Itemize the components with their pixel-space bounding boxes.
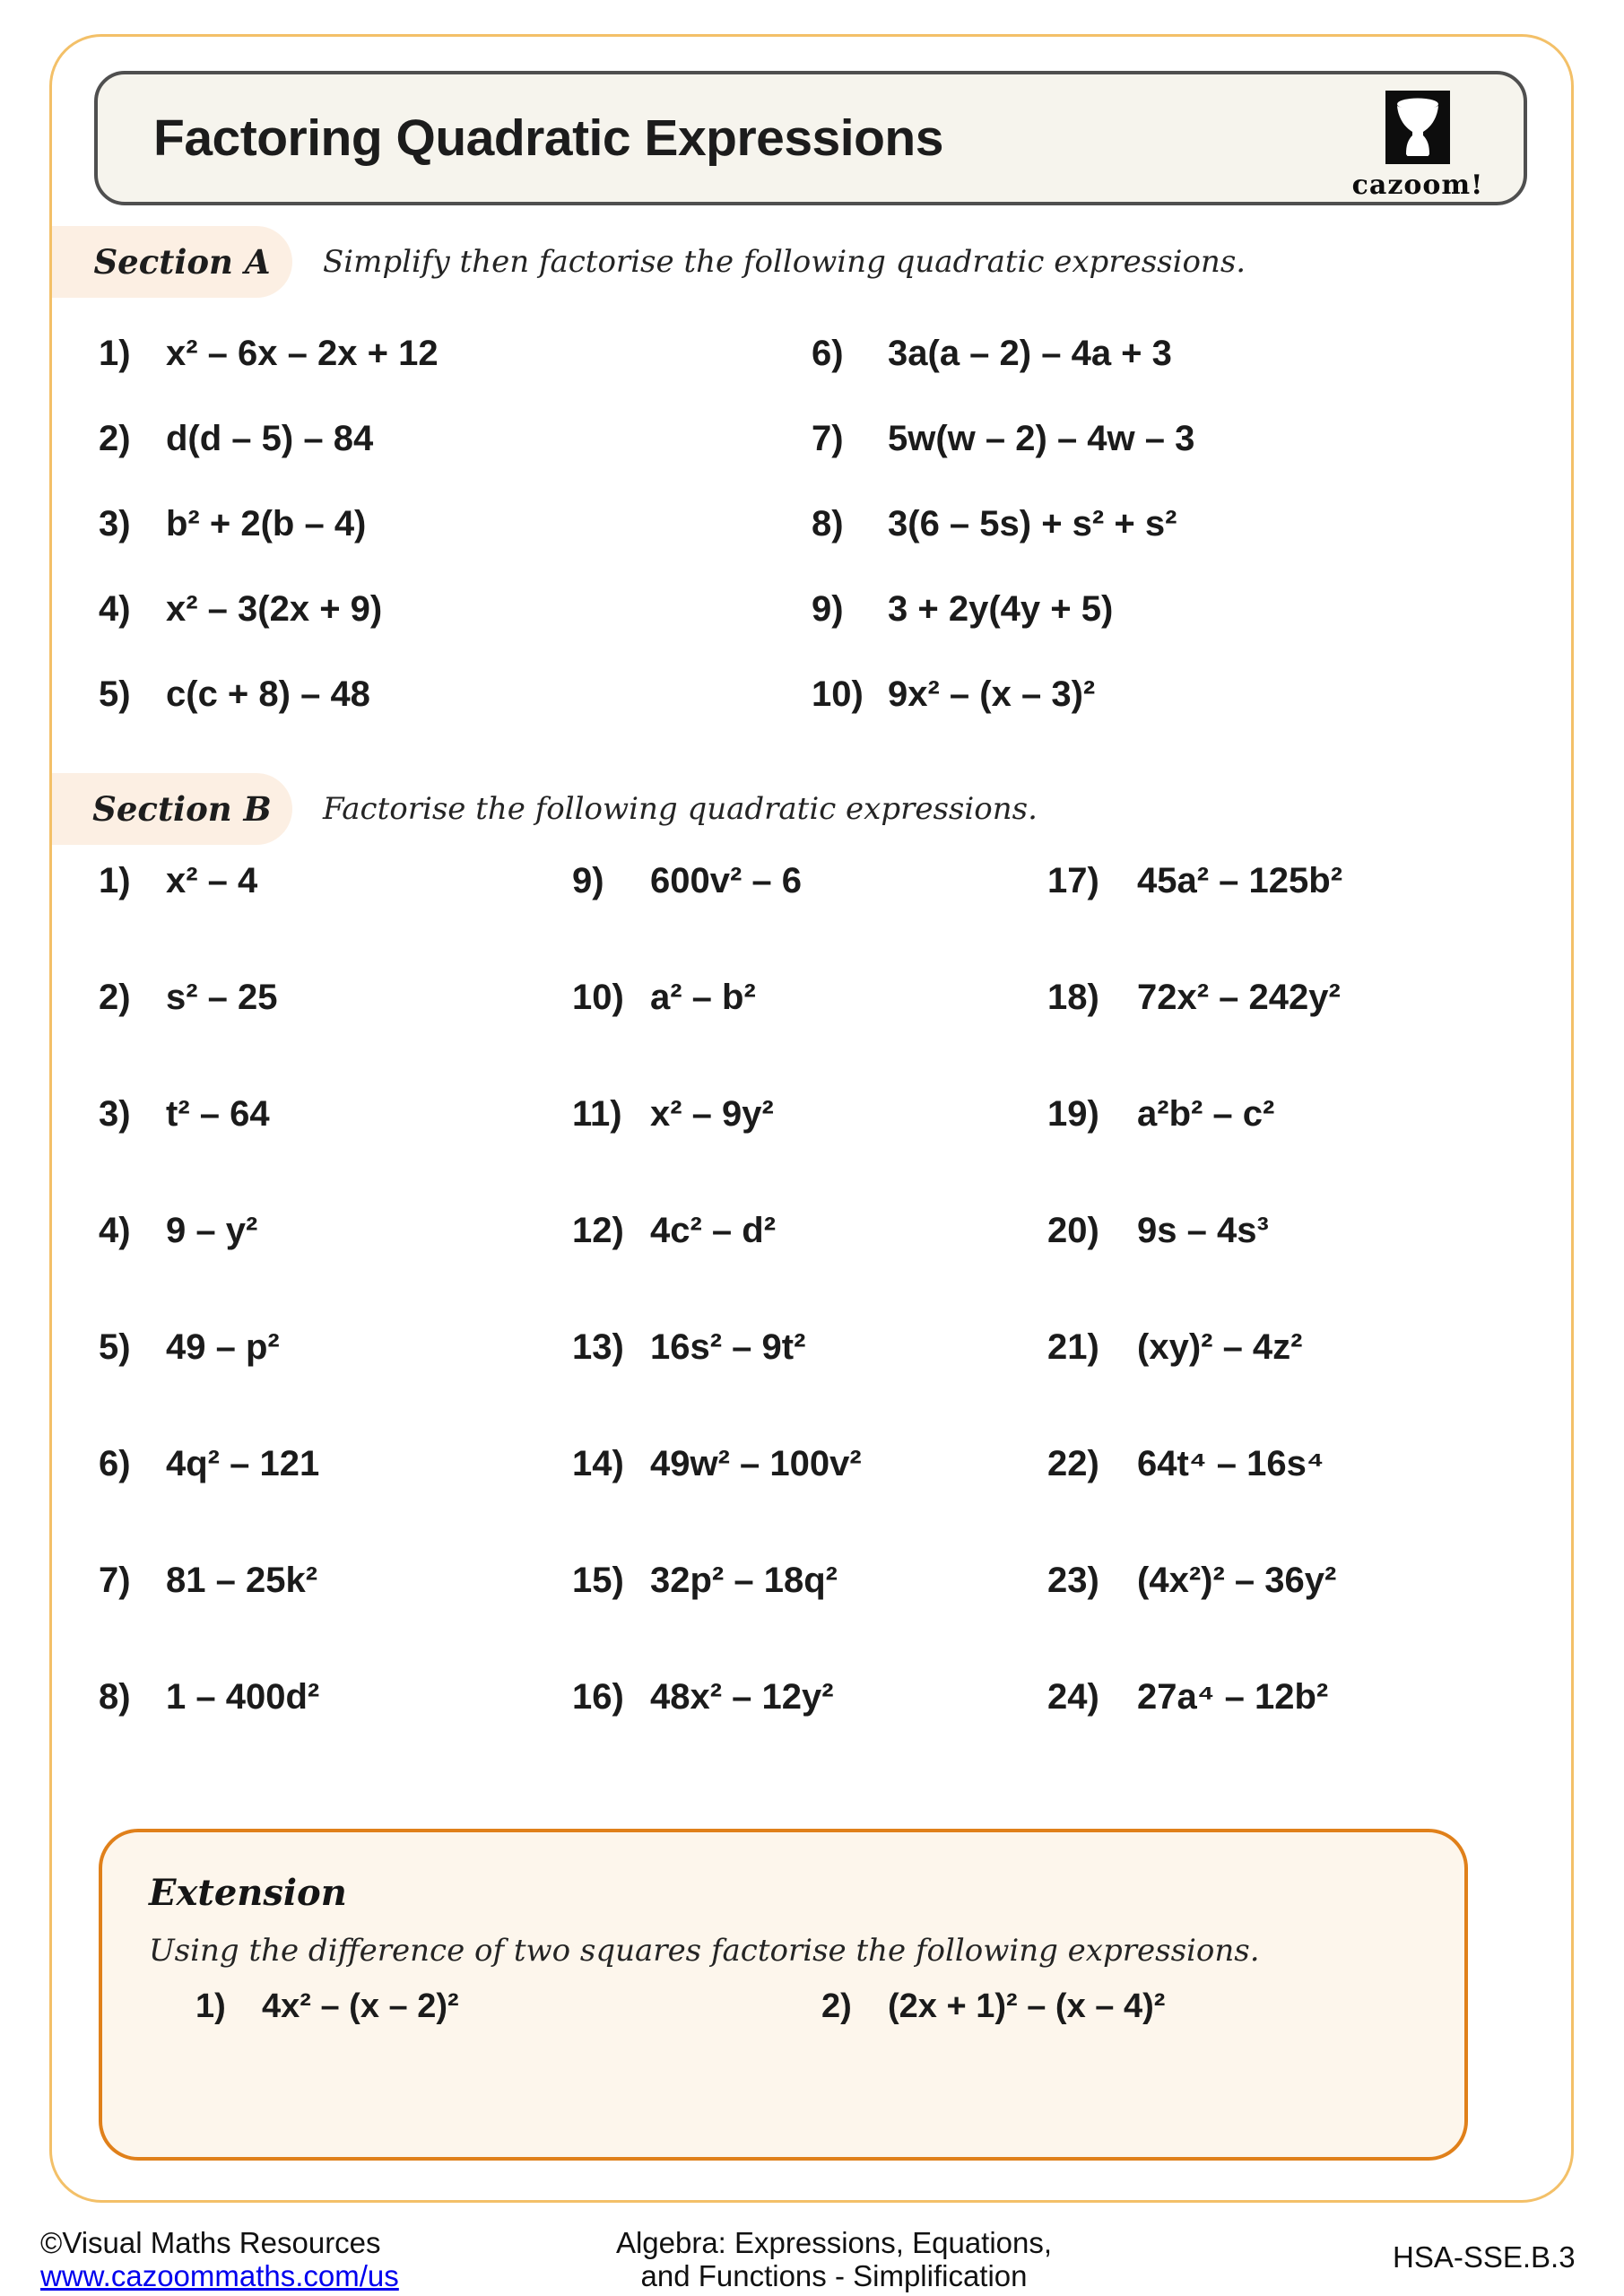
problem-expression: x² – 9y² [650,1094,774,1134]
problem-number: 6) [99,1444,131,1483]
problem-number: 1) [99,334,131,373]
problem-number: 5) [99,674,131,714]
problem-expression: (2x + 1)² – (x – 4)² [888,1987,1166,2025]
problem-item [812,500,1194,547]
problem-item [572,1557,862,1604]
subject-line-2: and Functions - Simplification [640,2259,1028,2292]
problem-item [99,330,439,377]
page-title: Factoring Quadratic Expressions [153,109,943,167]
problem-expression: (xy)² – 4z² [1137,1327,1303,1367]
problem-number: 4) [99,1211,131,1250]
problem-expression: 72x² – 242y² [1137,978,1341,1017]
problem-item [572,1207,862,1254]
cazoom-logo [1337,91,1498,201]
problem-expression: x² – 4 [166,861,258,900]
problem-number: 2) [99,978,131,1017]
djembe-drum-icon [1385,91,1450,164]
problem-expression: b² + 2(b – 4) [166,504,367,544]
problem-expression: x² – 3(2x + 9) [166,589,383,629]
problem-number: 15) [572,1561,624,1600]
problem-item [812,671,1194,718]
problem-item [99,1207,319,1254]
problem-number: 10) [572,978,624,1017]
copyright-text: ©Visual Maths Resources [40,2226,381,2259]
problem-item [99,857,319,904]
problem-expression: 27a⁴ – 12b² [1137,1677,1329,1717]
problem-number: 14) [572,1444,624,1483]
problem-expression: 64t⁴ – 16s⁴ [1137,1444,1324,1483]
problem-item [99,1440,319,1487]
problem-number: 22) [1047,1444,1099,1483]
problem-number: 1) [99,861,131,900]
section-a-instruction: Simplify then factorise the following quadratic expressions. [323,244,1246,280]
section-a-label: Section A [52,226,292,298]
problem-item [99,974,319,1021]
problem-expression: t² – 64 [166,1094,270,1134]
problem-number: 13) [572,1327,624,1367]
title-box [94,71,1527,205]
problem-item [572,1324,862,1370]
problem-expression: d(d – 5) – 84 [166,419,374,458]
problem-number: 19) [1047,1094,1099,1134]
cazoom-logo-text: cazoom! [1351,170,1484,201]
problem-number: 7) [99,1561,131,1600]
problem-item [99,1674,319,1720]
problem-expression: 45a² – 125b² [1137,861,1343,900]
problem-item [99,586,439,632]
problem-expression: 49w² – 100v² [650,1444,862,1483]
problem-expression: 4c² – d² [650,1211,777,1250]
problem-number: 17) [1047,861,1099,900]
problem-number: 2) [99,419,131,458]
problem-number: 23) [1047,1561,1099,1600]
problem-expression: a²b² – c² [1137,1094,1275,1134]
problem-item [99,415,439,462]
problem-item [99,1091,319,1137]
problem-number: 12) [572,1211,624,1250]
problem-number: 2) [821,1987,852,2025]
problem-expression: a² – b² [650,978,756,1017]
problem-item [99,671,439,718]
problem-item [99,500,439,547]
problem-item [812,415,1194,462]
problem-number: 3) [99,1094,131,1134]
footer-center [574,2226,1094,2292]
problem-number: 16) [572,1677,624,1717]
problem-item [1047,857,1342,904]
problem-expression: 3a(a – 2) – 4a + 3 [888,334,1172,373]
problem-number: 3) [99,504,131,544]
extension-label: Extension [149,1872,347,1914]
problem-expression: 1 – 400d² [166,1677,320,1717]
problem-item [821,1983,1165,2030]
problem-item [1047,1674,1342,1720]
problem-item [812,586,1194,632]
section-b-instruction: Factorise the following quadratic expressions. [323,791,1038,827]
problem-number: 10) [812,674,864,714]
problem-expression: 48x² – 12y² [650,1677,834,1717]
problem-number: 1) [195,1987,226,2025]
problem-number: 5) [99,1327,131,1367]
problem-item [1047,1324,1342,1370]
problem-expression: 9x² – (x – 3)² [888,674,1096,714]
problem-number: 8) [99,1677,131,1717]
extension-instruction: Using the difference of two squares factorise the following expressions. [149,1933,1260,1969]
section-a-column-2 [812,330,1194,756]
problem-expression: 81 – 25k² [166,1561,318,1600]
problem-expression: 3 + 2y(4y + 5) [888,589,1114,629]
problem-expression: x² – 6x – 2x + 12 [166,334,439,373]
problem-item [1047,1091,1342,1137]
footer-left [40,2226,399,2292]
problem-item [99,1324,319,1370]
problem-number: 24) [1047,1677,1099,1717]
problem-number: 11) [572,1094,622,1134]
cazoommaths-link[interactable]: www.cazoommaths.com/us [40,2259,399,2292]
subject-line-1: Algebra: Expressions, Equations, [615,2226,1053,2259]
section-b-column-1 [99,857,319,1790]
section-a-column-1 [99,330,439,756]
problem-item [1047,1207,1342,1254]
section-b-label: Section B [52,773,292,845]
problem-item [1047,1557,1342,1604]
problem-expression: s² – 25 [166,978,278,1017]
problem-expression: 16s² – 9t² [650,1327,806,1367]
problem-expression: 32p² – 18q² [650,1561,838,1600]
problem-number: 6) [812,334,844,373]
problem-expression: 4x² – (x – 2)² [262,1987,459,2025]
problem-number: 9) [812,589,844,629]
problem-item [812,330,1194,377]
problem-expression: 9s – 4s³ [1137,1211,1269,1250]
section-b-column-2 [572,857,862,1790]
problem-item [99,1557,319,1604]
problem-item [1047,1440,1342,1487]
problem-item [572,1674,862,1720]
problem-item [572,1440,862,1487]
problem-expression: c(c + 8) – 48 [166,674,370,714]
problem-number: 4) [99,589,131,629]
problem-expression: 5w(w – 2) – 4w – 3 [888,419,1195,458]
problem-number: 20) [1047,1211,1099,1250]
problem-expression: 49 – p² [166,1327,280,1367]
problem-item [572,974,862,1021]
problem-item [1047,974,1342,1021]
problem-item [572,1091,862,1137]
standard-code: HSA-SSE.B.3 [1393,2240,1576,2274]
section-b-column-3 [1047,857,1342,1790]
problem-expression: 4q² – 121 [166,1444,320,1483]
problem-number: 18) [1047,978,1099,1017]
extension-box [99,1829,1468,2161]
problem-number: 7) [812,419,844,458]
problem-item [195,1983,459,2030]
problem-number: 21) [1047,1327,1099,1367]
problem-number: 8) [812,504,844,544]
problem-expression: 9 – y² [166,1211,258,1250]
problem-expression: (4x²)² – 36y² [1137,1561,1337,1600]
problem-number: 9) [572,861,604,900]
problem-item [572,857,862,904]
problem-expression: 3(6 – 5s) + s² + s² [888,504,1177,544]
problem-expression: 600v² – 6 [650,861,803,900]
